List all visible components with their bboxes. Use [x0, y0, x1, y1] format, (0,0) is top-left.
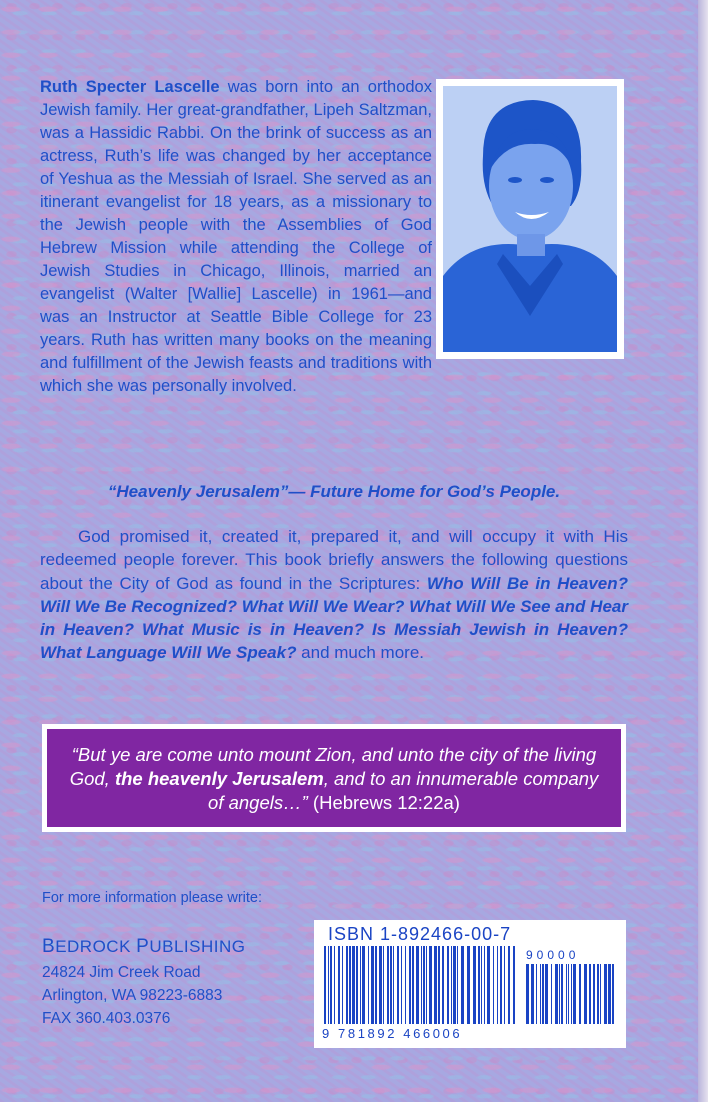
author-bio [40, 76, 628, 398]
verse-part-1: “But ye are come unto mount Zion, and unto the city of the living God, [69, 744, 597, 789]
main-barcode-icon [322, 946, 518, 1026]
book-description [40, 525, 628, 665]
description-intro: God promised it, created it, prepared it, and will occupy it with His redeemed people forever. This book briefly answers the following questions about the City of God as found in the Scriptures: [40, 527, 628, 593]
fax-number: FAX 360.403.0376 [42, 1010, 171, 1027]
verse-emphasis: the heavenly Jerusalem [114, 768, 324, 789]
verse-part-2: , and to an innumerable company of angels…” [208, 768, 599, 813]
verse-reference: (Hebrews 12:22a) [307, 792, 460, 813]
addon-barcode-icon [524, 964, 616, 1026]
book-edge [698, 0, 708, 1102]
book-tagline: “Heavenly Jerusalem”— Future Home for God’s People. [107, 482, 561, 501]
address-city: Arlington, WA 98223-6883 [42, 987, 223, 1004]
description-questions: Who Will Be in Heaven? Will We Be Recognized? What Will We Wear? What Will We See and Hear in Heaven? What Music is in Heaven? Is Messiah Jewish in Heaven? What Language Will We Speak? [40, 573, 628, 663]
barcode-digits: 9 781892 466006 [322, 1026, 463, 1041]
price-code: 90000 [526, 948, 580, 962]
scripture-quote-box [42, 724, 626, 832]
address-street: 24824 Jim Creek Road [42, 964, 201, 981]
isbn-number: ISBN 1-892466-00-7 [328, 924, 512, 944]
isbn-barcode [314, 920, 626, 1048]
description-outro: and much more. [296, 643, 425, 663]
author-name: Ruth Specter Lascelle [40, 78, 220, 96]
publisher-name: BEDROCK PUBLISHING [42, 936, 246, 957]
author-bio-text: was born into an orthodox Jewish family. Her great-grandfather, Lipeh Saltzman, was a Hassidic Rabbi. On the brink of success as an actress, Ruth’s life was changed by her acceptance of Yeshua as the Messiah of Israel. She served as an itinerant evangelist for 18 years, as a missionary to the Jewish people with the Assemblies of God Hebrew Mission while attending the College of Jewish Studies in Chicago, Illinois, married an evangelist (Walter [Wallie] Lascelle) in 1961—and was an Instructor at Seattle Bible College for 23 years. Ruth has written many books on the meaning and fulfillment of the Jewish feasts and traditions with which she was personally involved. [40, 78, 432, 395]
contact-label: For more information please write: [42, 890, 262, 906]
scripture-quote [47, 729, 621, 827]
